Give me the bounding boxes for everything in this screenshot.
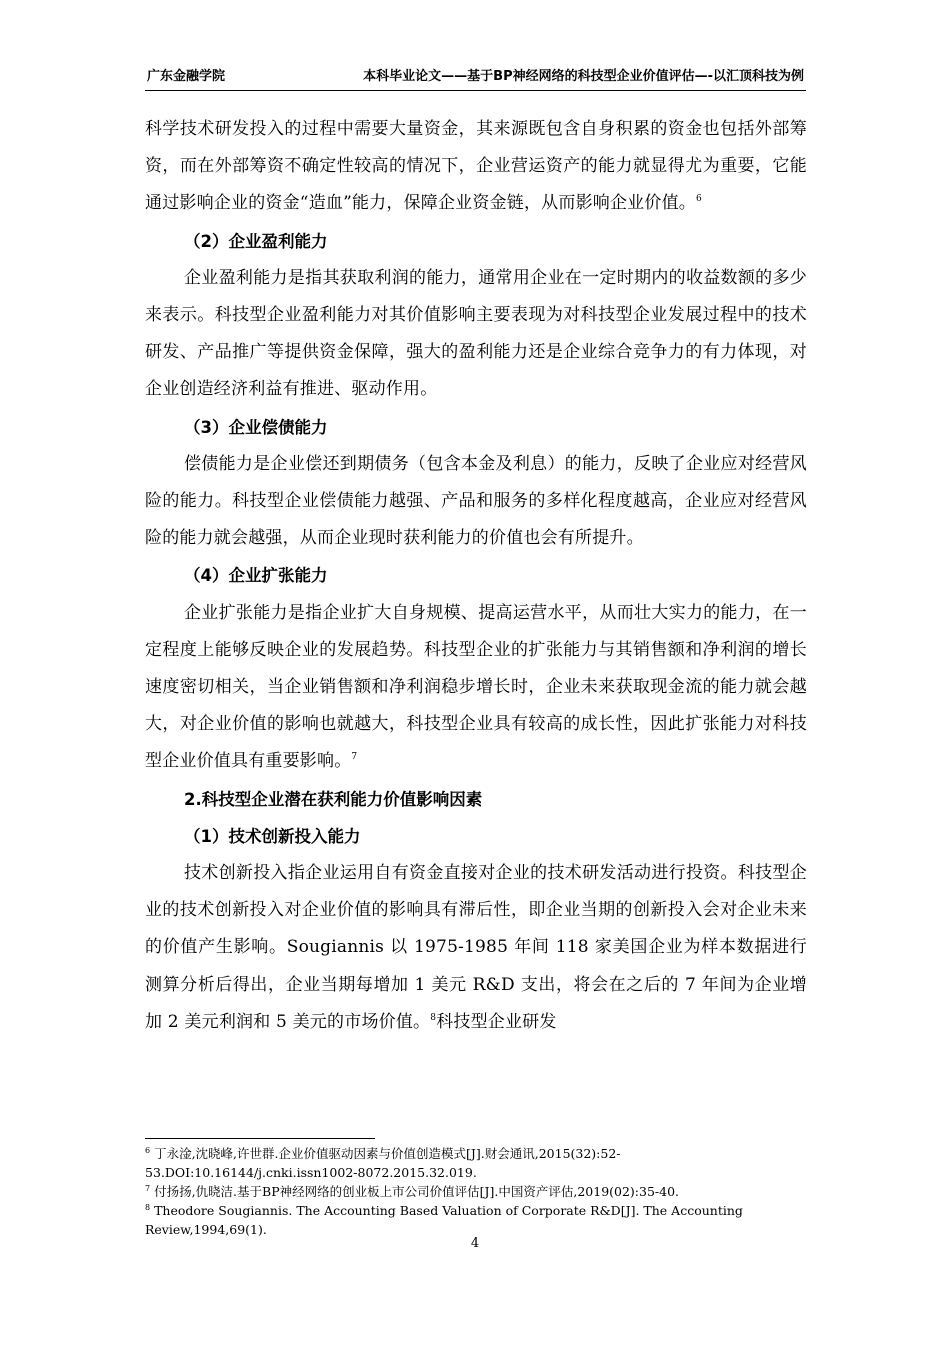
section-heading-potential-profitability: 2.科技型企业潜在获利能力价值影响因素 bbox=[184, 789, 483, 809]
header-thesis-title: 本科毕业论文——基于BP神经网络的科技型企业价值评估—-以汇顶科技为例 bbox=[363, 69, 804, 84]
page-number: 4 bbox=[470, 1236, 480, 1251]
paragraph-innovation-investment: 技术创新投入指企业运用自有资金直接对企业的技术研发活动进行投资。科技型企业的技术创新投入对企业价值的影响具有滞后性，即企业当期的创新投入会对企业未来的价值产生影响。Sougiannis 以 1975-1985 年间 118 家美国企业为样本数据进行测算分析后得出，企业当期每增加 1 美元 R&D 支出，将会在之后的 7 年间为企业增加 2 美元利润和 5 美元的市场价值。$^8$科技型企业研发 bbox=[145, 863, 807, 1032]
page-header bbox=[145, 66, 806, 91]
footnote: $^8$ Theodore Sougiannis. The Accounting Based Valuation of Corporate R&D[J]. The Accounting Review,1994,69(1). bbox=[145, 1203, 743, 1237]
heading-expansion: （4）企业扩张能力 bbox=[184, 566, 328, 586]
heading-innovation-investment: （1）技术创新投入能力 bbox=[184, 826, 361, 846]
heading-solvency: （3）企业偿债能力 bbox=[184, 417, 328, 437]
footnotes bbox=[145, 1144, 807, 1239]
footnote: $^7$ 付扬扬,仇晓洁.基于BP神经网络的创业板上市公司价值评估[J].中国资产评估,2019(02):35-40. bbox=[145, 1184, 680, 1199]
heading-profitability: （2）企业盈利能力 bbox=[184, 231, 328, 251]
body-text bbox=[145, 111, 807, 1041]
header-institution: 广东金融学院 bbox=[147, 69, 226, 84]
footnote-ref-6[interactable]: 6 bbox=[695, 194, 702, 205]
footnote-ref-8[interactable]: 8 bbox=[430, 1012, 437, 1023]
footnote-ref-7[interactable]: 7 bbox=[351, 752, 358, 763]
footnote-separator bbox=[145, 1138, 375, 1139]
paragraph-profitability: 企业盈利能力是指其获取利润的能力，通常用企业在一定时期内的收益数额的多少来表示。科技型企业盈利能力对其价值影响主要表现为对科技型企业发展过程中的技术研发、产品推广等提供资金保障，强大的盈利能力还是企业综合竞争力的有力体现，对企业创造经济利益有推进、驱动作用。 bbox=[145, 267, 807, 400]
paragraph-solvency: 偿债能力是企业偿还到期债务（包含本金及利息）的能力，反映了企业应对经营风险的能力。科技型企业偿债能力越强、产品和服务的多样化程度越高，企业应对经营风险的能力就会越强，从而企业现时获利能力的价值也会有所提升。 bbox=[145, 453, 807, 549]
paragraph-expansion: 企业扩张能力是指企业扩大自身规模、提高运营水平，从而壮大实力的能力，在一定程度上能够反映企业的发展趋势。科技型企业的扩张能力与其销售额和净利润的增长速度密切相关，当企业销售额和净利润稳步增长时，企业未来获取现金流的能力就会越大，对企业价值的影响也就越大，科技型企业具有较高的成长性，因此扩张能力对科技型企业价值具有重要影响。$^7$ bbox=[145, 602, 807, 772]
footnote: $^6$ 丁永淦,沈晓峰,许世群.企业价值驱动因素与价值创造模式[J].财会通讯,2015(32):52-53.DOI:10.16144/j.cnki.issn1002-8072.2015.32.019. bbox=[145, 1146, 621, 1180]
paragraph-operating-capacity: 科学技术研发投入的过程中需要大量资金，其来源既包含自身积累的资金也包括外部筹资，而在外部筹资不确定性较高的情况下，企业营运资产的能力就显得尤为重要，它能通过影响企业的资金“造血”能力，保障企业资金链，从而影响企业价值。$^6$ bbox=[145, 119, 807, 214]
